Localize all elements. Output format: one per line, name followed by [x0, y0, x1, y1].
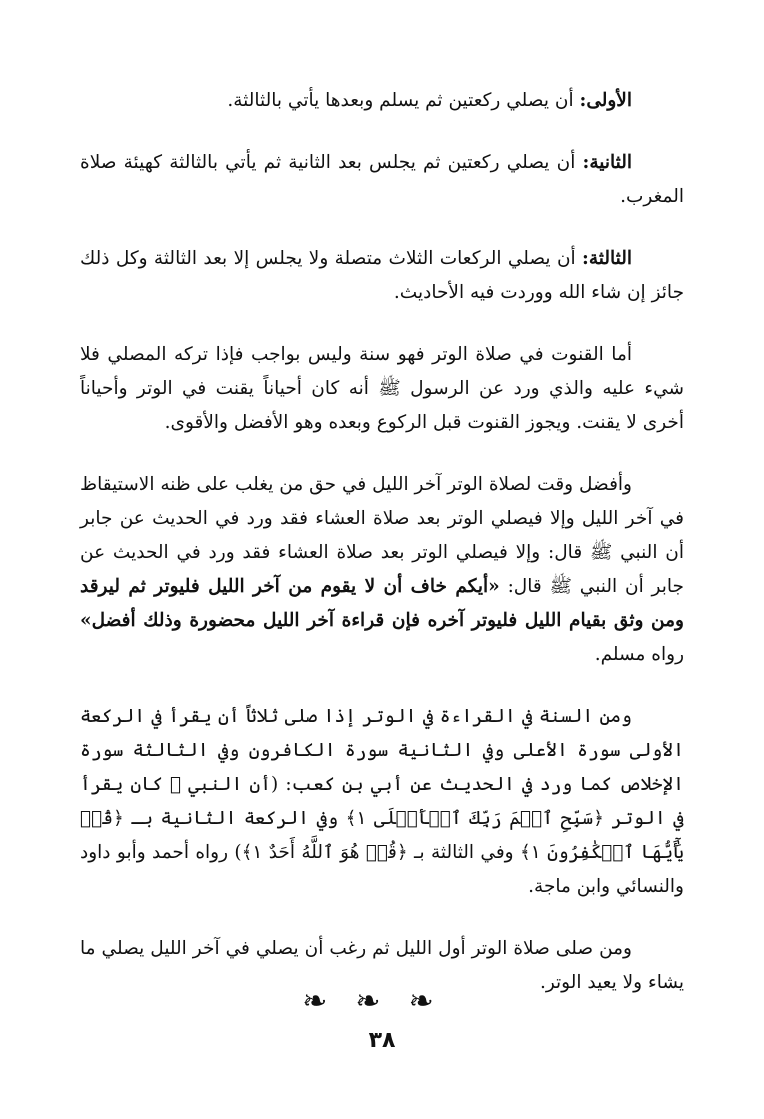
label-second: الثانية: [582, 152, 632, 173]
section-divider-ornament [0, 984, 764, 1019]
text-late-prayer: ومن صلى صلاة الوتر أول الليل ثم رغب أن يصلي في آخر الليل يصلي ما يشاء ولا يعيد الوتر. [80, 938, 684, 993]
text-best-time-b: رواه مسلم. [594, 644, 684, 665]
text-third: أن يصلي الركعات الثلاث متصلة ولا يجلس إلا بعد الثالثة وكل ذلك جائز إن شاء الله ووردت فيه الأحاديث. [80, 248, 684, 303]
ornament-icon: ❧ [302, 984, 356, 1019]
ornament-icon: ❧ [355, 984, 409, 1019]
text-first: أن يصلي ركعتين ثم يسلم وبعدها يأتي بالثالثة. [227, 90, 580, 111]
paragraph-recitation [80, 700, 684, 904]
paragraph-third-method [80, 242, 684, 310]
text-best-time-a: وأفضل وقت لصلاة الوتر آخر الليل في حق من يغلب على ظنه الاستيقاظ في آخر الليل وإلا فيصلي الوتر بعد صلاة العشاء فقد ورد في الحديث عن جابر أن النبي ﷺ قال: وإلا فيصلي الوتر بعد صلاة العشاء فقد ورد في الحديث عن جابر أن النبي ﷺ قال: [80, 474, 684, 597]
label-first: الأولى: [579, 90, 632, 111]
paragraph-first-method [80, 84, 684, 118]
text-second: أن يصلي ركعتين ثم يجلس بعد الثانية ثم يأتي بالثالثة كهيئة صلاة المغرب. [80, 152, 684, 207]
text-recitation: ومن السنة في القراءة في الوتر إذا صلى ثلاثاً أن يقرأ في الركعة الأولى سورة الأعلى وفي الثانية سورة الكافرون وفي الثالثة سورة الإخلاص كما ورد في الحديث عن أبي بن كعب: (أن النبي ﷺ كان يقرأ في الوتر ﴿سَبِّحِ ٱسۡمَ رَبِّكَ ٱلۡأَعۡلَى ١﴾ وفي الركعة الثانية بـ ﴿قُلۡ يَٰٓأَيُّهَا ٱلۡكَٰفِرُونَ ١﴾ وفي الثالثة بـ ﴿قُلۡ هُوَ ٱللَّهُ أَحَدٌ ١﴾) رواه أحمد وأبو داود والنسائي وابن ماجة. [80, 706, 685, 897]
ornament-icon: ❧ [408, 984, 462, 1019]
label-third: الثالثة: [582, 248, 632, 269]
page-body [80, 84, 684, 1028]
text-qunut: أما القنوت في صلاة الوتر فهو سنة وليس بواجب فإذا تركه المصلي فلا شيء عليه والذي ورد عن الرسول ﷺ أنه كان أحياناً يقنت في الوتر وأحياناً أخرى لا يقنت. ويجوز القنوت قبل الركوع وبعده وهو الأفضل والأقوى. [80, 344, 684, 433]
paragraph-best-time [80, 468, 684, 672]
paragraph-second-method [80, 146, 684, 214]
page-number: ٣٨ [368, 1028, 396, 1053]
hadith-quote: «أيكم خاف أن لا يقوم من آخر الليل فليوتر ثم ليرقد ومن وثق بقيام الليل فليوتر آخره فإن قراءة آخر الليل محضورة وذلك أفضل» [80, 576, 684, 631]
paragraph-qunut [80, 338, 684, 440]
